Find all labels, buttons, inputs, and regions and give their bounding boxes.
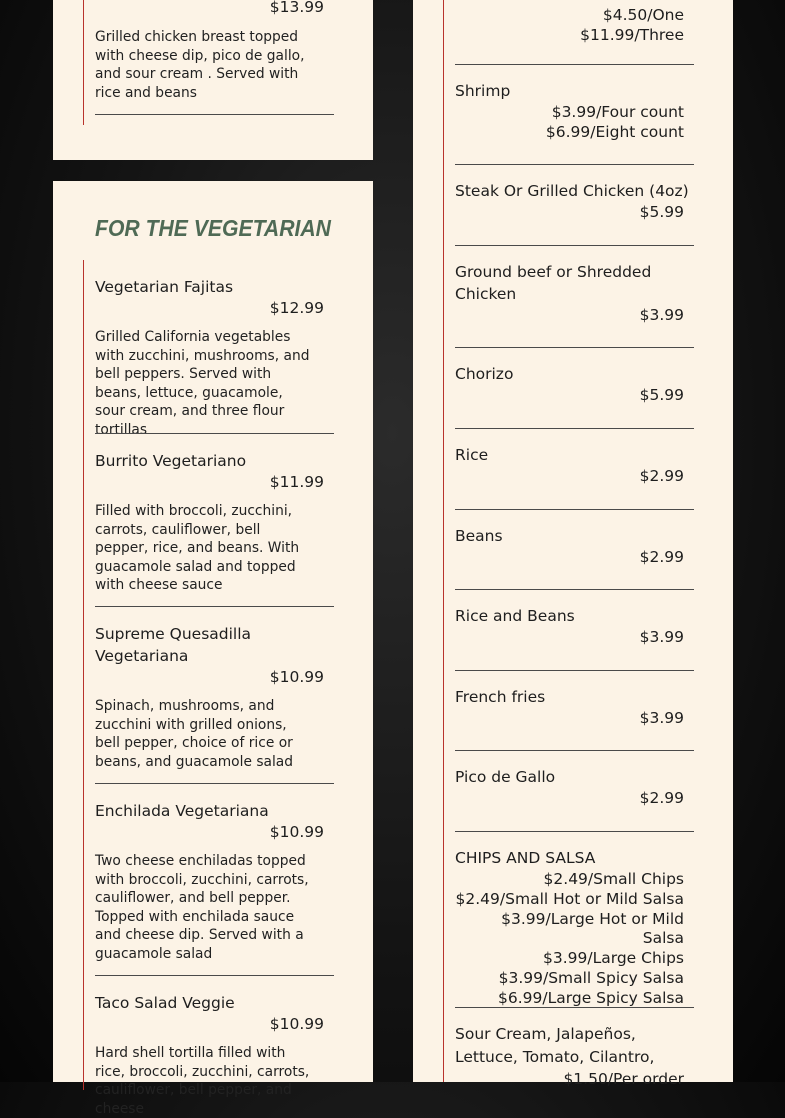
item-name: Burrito Vegetariano	[95, 452, 247, 470]
item-divider	[95, 606, 334, 607]
item-divider	[455, 64, 694, 65]
item-price: $3.99/Large Hot or Mild Salsa	[501, 910, 684, 947]
menu-item	[455, 80, 694, 142]
item-price: $6.99/Large Spicy Salsa	[498, 989, 684, 1007]
item-divider	[95, 783, 334, 784]
item-name: Ground beef or Shredded Chicken	[455, 263, 652, 303]
item-price: $5.99	[639, 386, 684, 404]
item-name: Supreme Quesadilla Vegetariana	[95, 625, 252, 665]
item-description: Filled with broccoli, zucchini, carrots, cauliflower, bell pepper, rice, and beans. With guacamole salad and topped with cheese sauce	[95, 503, 300, 594]
menu-item	[95, 623, 334, 771]
item-name: Pico de Gallo	[455, 768, 556, 786]
menu-item-list	[83, 0, 344, 125]
item-name: CHIPS AND SALSA	[455, 849, 596, 867]
item-price: $5.99	[639, 203, 684, 221]
menu-item	[455, 1023, 694, 1089]
item-name: Shrimp	[455, 82, 511, 100]
item-price: $2.49/Small Chips	[543, 870, 684, 888]
item-divider	[95, 433, 334, 434]
item-price: $4.50/One	[602, 6, 684, 24]
item-name: Enchilada Vegetariana	[95, 802, 269, 820]
menu-item	[455, 847, 694, 1008]
item-name: Taco Salad Veggie	[95, 994, 235, 1012]
item-divider	[455, 509, 694, 510]
item-divider	[455, 589, 694, 590]
menu-item	[95, 800, 334, 964]
menu-item	[455, 180, 694, 222]
item-name: French fries	[455, 688, 546, 706]
menu-panel-sides	[413, 0, 733, 1088]
item-divider	[455, 164, 694, 165]
item-divider	[95, 975, 334, 976]
item-name: Steak Or Grilled Chicken (4oz)	[455, 182, 689, 200]
menu-item	[455, 686, 694, 728]
item-divider	[455, 831, 694, 832]
menu-item	[95, 992, 334, 1118]
item-price: $10.99	[269, 823, 324, 841]
item-description: Grilled California vegetables with zucchini, mushrooms, and bell peppers. Served with beans, lettuce, guacamole, sour cream, and three flour tortillas	[95, 329, 310, 438]
item-divider	[455, 670, 694, 671]
item-name: Rice and Beans	[455, 607, 575, 625]
menu-item-list	[443, 0, 704, 1088]
item-price: $2.49/Small Hot or Mild Salsa	[455, 890, 684, 908]
item-price: $1.50/Per order	[563, 1070, 684, 1088]
item-price: $10.99	[269, 668, 324, 686]
item-price: $2.99	[639, 789, 684, 807]
menu-panel-top-left	[53, 0, 373, 160]
item-price: $6.99/Eight count	[545, 123, 684, 141]
item-price: $3.99/Large Chips	[543, 949, 684, 967]
menu-item	[455, 444, 694, 486]
item-price: $3.99	[639, 709, 684, 727]
item-price: $3.99/Small Spicy Salsa	[498, 969, 684, 987]
item-price: $10.99	[269, 1015, 324, 1033]
item-price: $11.99/Three	[580, 26, 684, 44]
item-price: $3.99	[639, 306, 684, 324]
item-description: Hard shell tortilla filled with rice, broccoli, zucchini, carrots, cauliflower, bell pepper, and cheese	[95, 1045, 310, 1117]
item-divider	[455, 428, 694, 429]
item-divider	[95, 114, 334, 115]
item-price: $3.99/Four count	[551, 103, 684, 121]
item-price: $2.99	[639, 467, 684, 485]
item-description: Two cheese enchiladas topped with broccoli, zucchini, carrots, cauliflower, and bell pepper. Topped with enchilada sauce and cheese dip. Served with a guacamole salad	[95, 853, 309, 962]
menu-item	[455, 261, 694, 325]
item-divider	[455, 1007, 694, 1008]
menu-item	[455, 5, 694, 45]
menu-item-list	[83, 260, 344, 1117]
menu-item	[455, 525, 694, 567]
menu-item	[455, 363, 694, 405]
item-price: $3.99	[639, 628, 684, 646]
menu-item	[455, 605, 694, 647]
item-divider	[455, 347, 694, 348]
item-price: $13.99	[269, 0, 324, 16]
item-divider	[455, 750, 694, 751]
menu-item	[95, 0, 334, 102]
item-divider	[455, 245, 694, 246]
item-name: Rice	[455, 446, 489, 464]
item-description: Spinach, mushrooms, and zucchini with grilled onions, bell pepper, choice of rice or beans, and guacamole salad	[95, 698, 294, 770]
menu-item	[455, 766, 694, 808]
section-title: FOR THE VEGETARIAN	[95, 215, 331, 241]
item-name: Vegetarian Fajitas	[95, 278, 234, 296]
item-name: Chorizo	[455, 365, 514, 383]
item-price: $2.99	[639, 548, 684, 566]
menu-item	[95, 276, 334, 440]
item-name: Beans	[455, 527, 503, 545]
item-name: Sour Cream, Jalapeños, Lettuce, Tomato, Cilantro,	[455, 1025, 655, 1066]
menu-item	[95, 450, 334, 595]
item-price: $11.99	[269, 473, 324, 491]
menu-panel-vegetarian	[53, 181, 373, 1117]
item-price: $12.99	[269, 299, 324, 317]
item-description: Grilled chicken breast topped with cheese dip, pico de gallo, and sour cream . Served with rice and beans	[95, 29, 305, 101]
